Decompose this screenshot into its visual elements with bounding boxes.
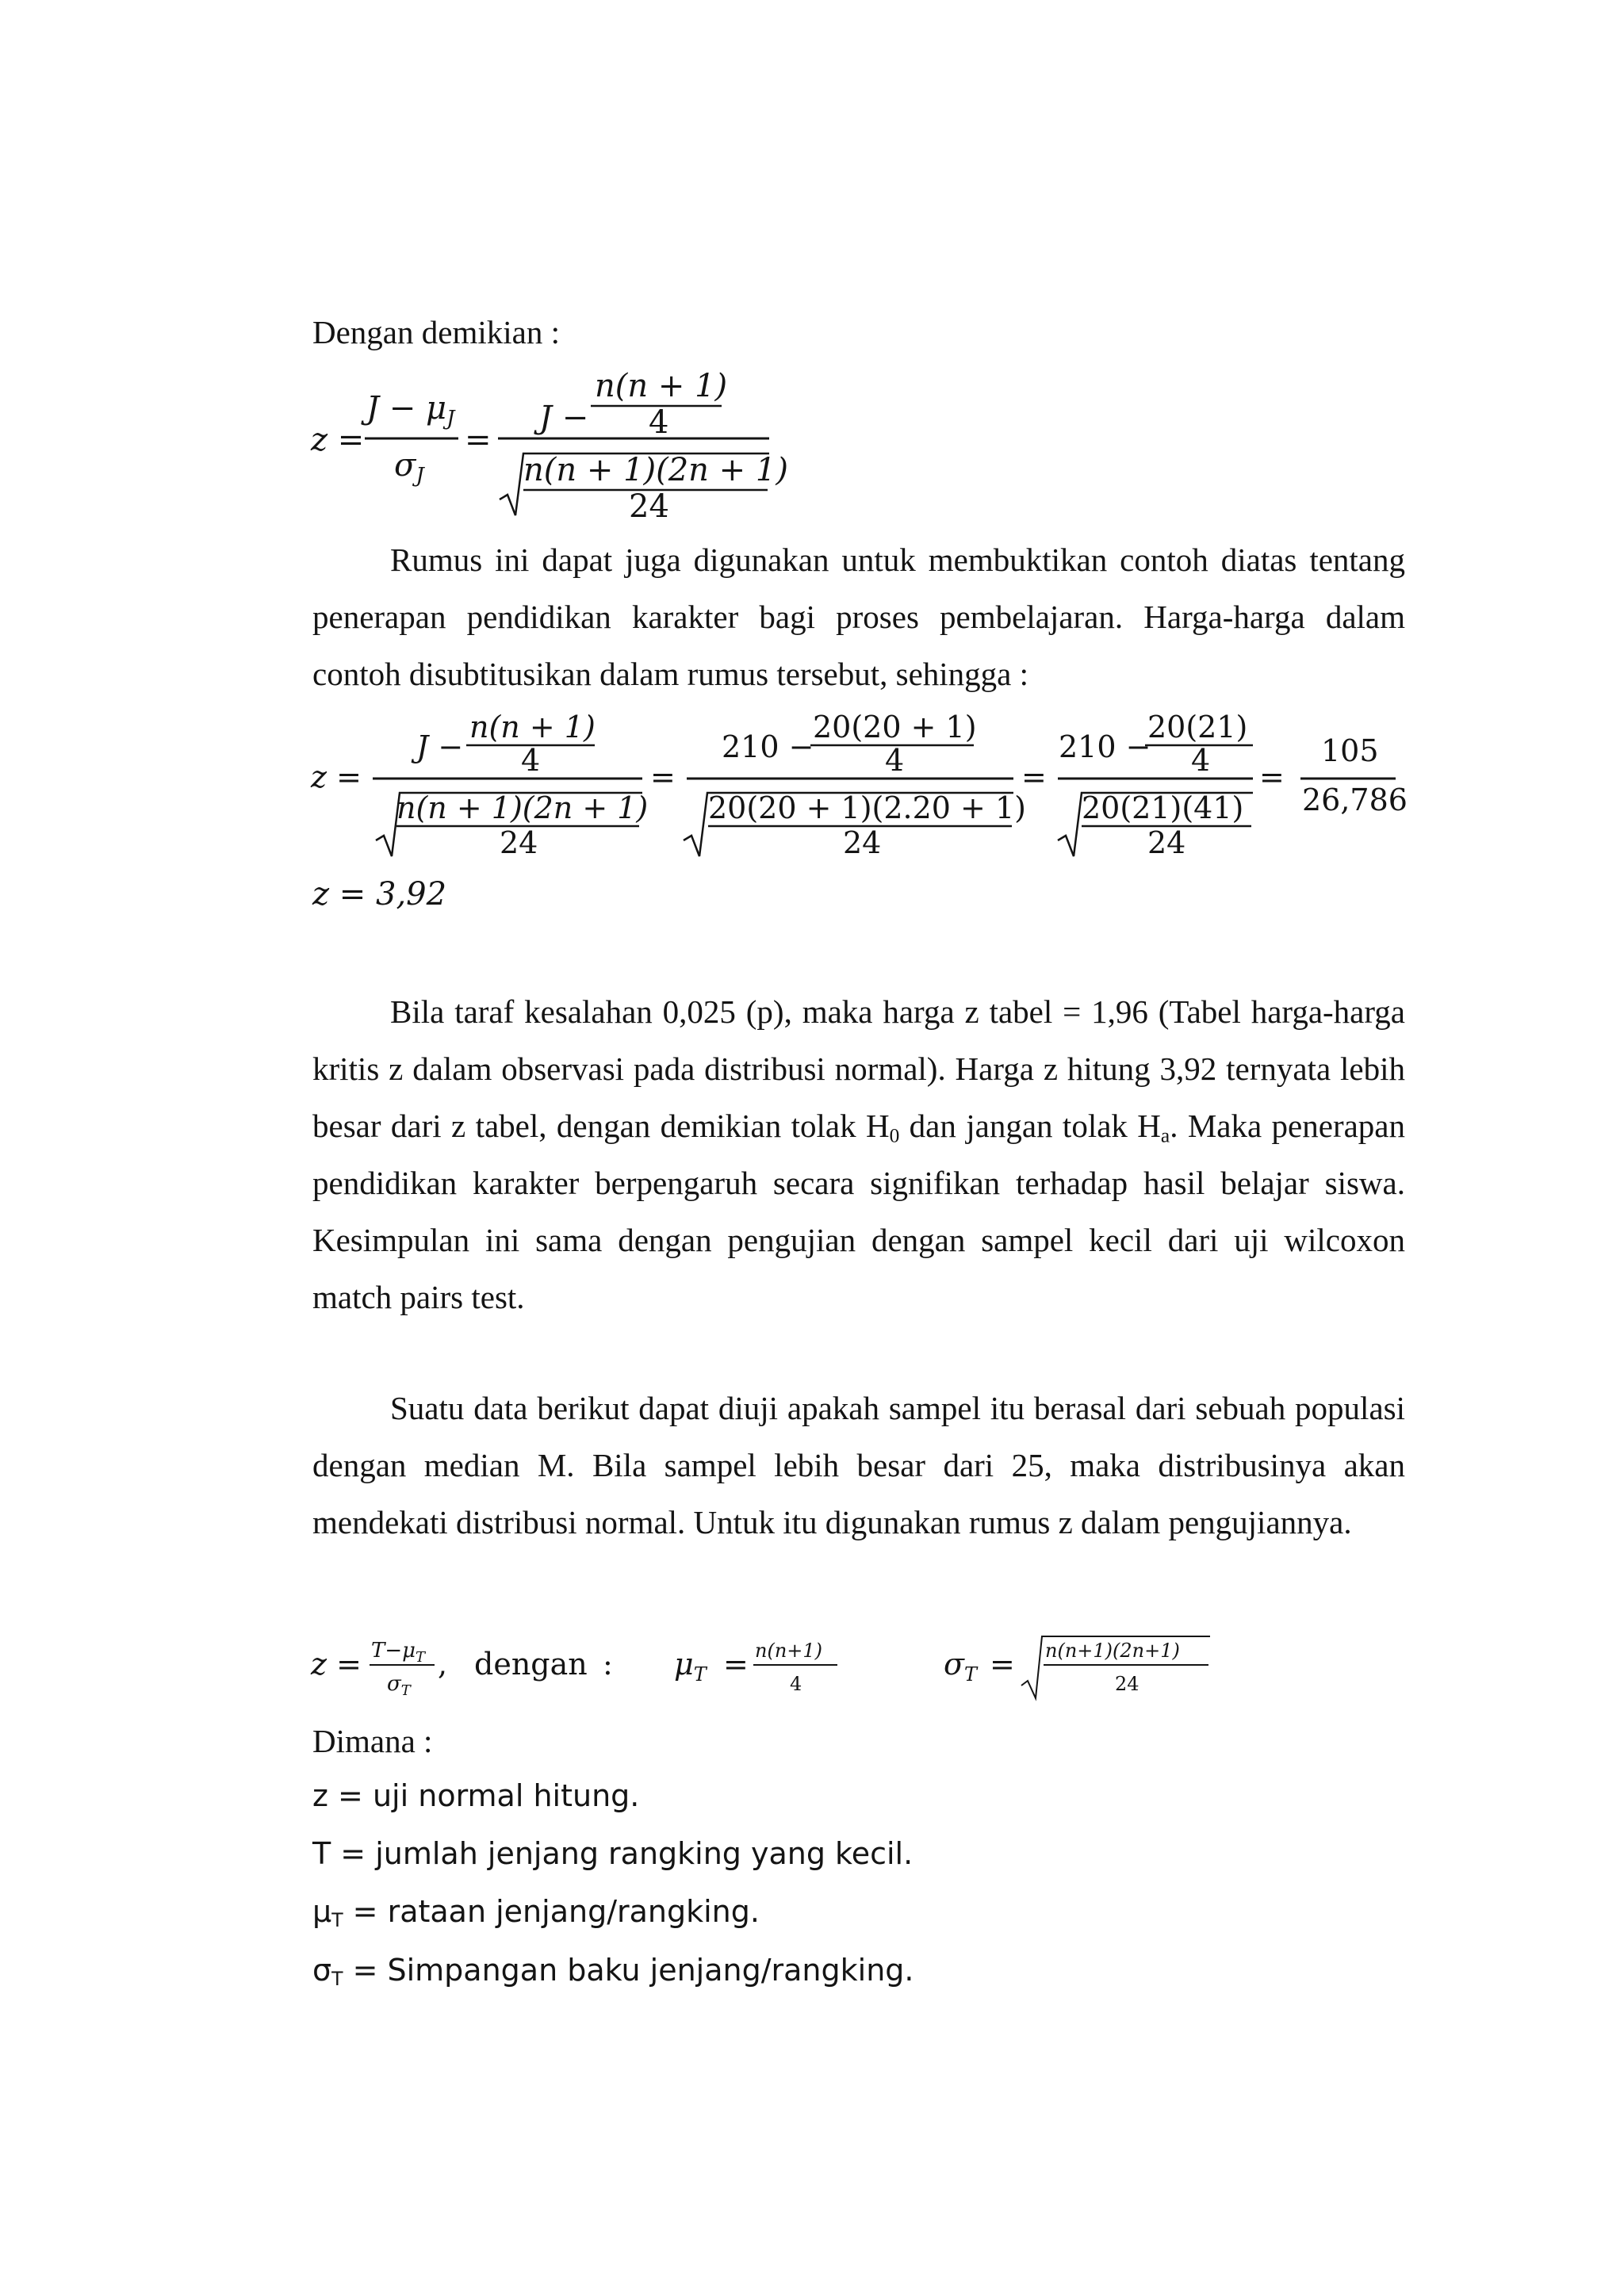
paragraph-2-text-a: Bila taraf kesalahan 0,025 (p), maka harga z tabel = 1,96 (Tabel harga-harga kritis z dalam observasi pada distribusi normal). Harga z hitung 3,92 ternyata lebih besar dari z tabel, dengan demikian tolak H xyxy=(312,993,1405,1144)
eq1-big-num-frac-den: 4 xyxy=(649,404,669,441)
eq4-sigma-den: 24 xyxy=(1115,1673,1139,1695)
eq1-frac1-den-sub: J xyxy=(416,464,424,488)
eq1-big-den-frac-num: n(n + 1)(2n + 1) xyxy=(523,452,788,488)
eq2-term1-num-den: 4 xyxy=(521,743,541,778)
eq1-lhs: z = xyxy=(311,422,365,458)
eq2-term3-den: 20(21)(41) xyxy=(1082,790,1244,825)
ha-subscript: a xyxy=(1160,1124,1170,1147)
eq2-term3-den-den: 24 xyxy=(1147,825,1186,860)
svg-text:μT xyxy=(674,1647,708,1686)
definition-symbol: μ xyxy=(312,1894,332,1929)
eq3-result: z = 3,92 xyxy=(312,876,447,913)
definition-z xyxy=(312,1776,639,1816)
eq2-term4-num: 105 xyxy=(1321,733,1379,768)
paragraph-1-text: Rumus ini dapat juga digunakan untuk membuktikan contoh diatas tentang penerapan pendidikan karakter bagi proses pembelajaran. Harga-harga dalam contoh disubtitusikan dalam rumus tersebut, sehingga : xyxy=(312,541,1405,692)
eq1-big-num-frac-num: n(n + 1) xyxy=(595,368,728,404)
eq2-term2-den: 20(20 + 1)(2.20 + 1) xyxy=(708,790,1026,825)
eq1-equals: = xyxy=(465,422,492,458)
eq4-sigma-num: n(n+1)(2n+1) xyxy=(1045,1640,1180,1662)
eq2-term1-den-den: 24 xyxy=(500,825,538,860)
definition-text: = uji normal hitung. xyxy=(327,1778,640,1813)
eq4-frac-den: σ xyxy=(387,1672,401,1696)
eq2-term4-den: 26,786 xyxy=(1302,783,1408,817)
paragraph-3-text: Suatu data berikut dapat diuji apakah sampel itu berasal dari sebuah populasi dengan median M. Bila sampel lebih besar dari 25, maka distribusinya akan mendekati distribusi normal. Untuk itu digunakan rumus z dalam pengujiannya. xyxy=(312,1390,1405,1540)
h0-subscript: 0 xyxy=(889,1124,900,1147)
definition-mu xyxy=(312,1892,760,1931)
definition-symbol: T xyxy=(312,1836,331,1871)
definition-text: = rataan jenjang/rangking. xyxy=(343,1894,760,1929)
eq4-frac-num: T−μ xyxy=(371,1639,416,1663)
svg-text:σT xyxy=(944,1647,979,1686)
eq2-term3-prefix: 210 − xyxy=(1059,729,1151,764)
eq4-frac-den-sub: T xyxy=(400,1682,411,1699)
eq1-frac1-num-sub: J xyxy=(446,407,455,430)
eq4-mu-den: 4 xyxy=(790,1673,802,1695)
eq2-term1-den: n(n + 1)(2n + 1) xyxy=(396,790,649,825)
eq4-sigma: σ xyxy=(944,1647,964,1682)
eq4-mu-eq: = xyxy=(723,1647,749,1682)
eq2-lhs: z = xyxy=(311,760,362,794)
eq2-term3-num-den: 4 xyxy=(1191,743,1211,778)
intro-label: Dengan demikian : xyxy=(312,314,560,350)
eq4-dengan: dengan xyxy=(474,1647,588,1682)
eq2-equals-1: = xyxy=(650,760,676,794)
eq4-sigma-sub: T xyxy=(963,1663,977,1686)
svg-text:σT xyxy=(387,1672,412,1699)
eq1-big-den-frac-den: 24 xyxy=(629,488,669,525)
eq4-mu-num: n(n+1) xyxy=(755,1640,823,1662)
eq4-frac-num-sub: T xyxy=(416,1649,426,1666)
eq2-term2-den-den: 24 xyxy=(843,825,882,860)
eq1-frac1-num: J − μ xyxy=(366,390,446,427)
definition-subscript: T xyxy=(331,1967,343,1990)
eq4-sigma-eq: = xyxy=(990,1647,1015,1682)
eq2-term2-num-den: 4 xyxy=(885,743,905,778)
definition-text: = jumlah jenjang rangking yang kecil. xyxy=(331,1836,914,1871)
eq4-comma: , xyxy=(438,1647,448,1682)
eq2-term3-num: 20(21) xyxy=(1147,710,1248,744)
eq4-mu-sub: T xyxy=(693,1663,707,1686)
paragraph-2-text-b: dan jangan tolak H xyxy=(899,1108,1161,1144)
eq1-big-num-prefix: J − xyxy=(539,400,589,436)
definition-sigma xyxy=(312,1950,914,1990)
eq2-term2-prefix: 210 − xyxy=(722,729,814,764)
definition-t xyxy=(312,1834,913,1873)
definition-symbol: z xyxy=(312,1778,328,1813)
eq4-colon: : xyxy=(603,1647,613,1682)
eq2-term2-num: 20(20 + 1) xyxy=(813,710,977,744)
eq2-equals-3: = xyxy=(1259,760,1285,794)
definition-symbol: σ xyxy=(312,1953,332,1988)
eq4-mu: μ xyxy=(674,1647,694,1682)
eq2-term1-num: n(n + 1) xyxy=(469,710,596,744)
eq2-term1-prefix: J − xyxy=(416,729,464,764)
definition-text: = Simpangan baku jenjang/rangking. xyxy=(343,1953,914,1988)
eq4-lhs: z = xyxy=(311,1647,362,1682)
eq2-equals-2: = xyxy=(1021,760,1047,794)
paragraph-2-text-c: . Maka penerapan pendidikan karakter berpengaruh secara signifikan terhadap hasil belajar siswa. Kesimpulan ini sama dengan pengujian dengan sampel kecil dari uji wilcoxon match pairs test. xyxy=(312,1108,1405,1315)
eq1-frac1-den: σ xyxy=(394,447,416,484)
svg-text:T−μT xyxy=(371,1639,427,1666)
dimana-label: Dimana : xyxy=(312,1723,433,1759)
definition-subscript: T xyxy=(331,1908,343,1931)
